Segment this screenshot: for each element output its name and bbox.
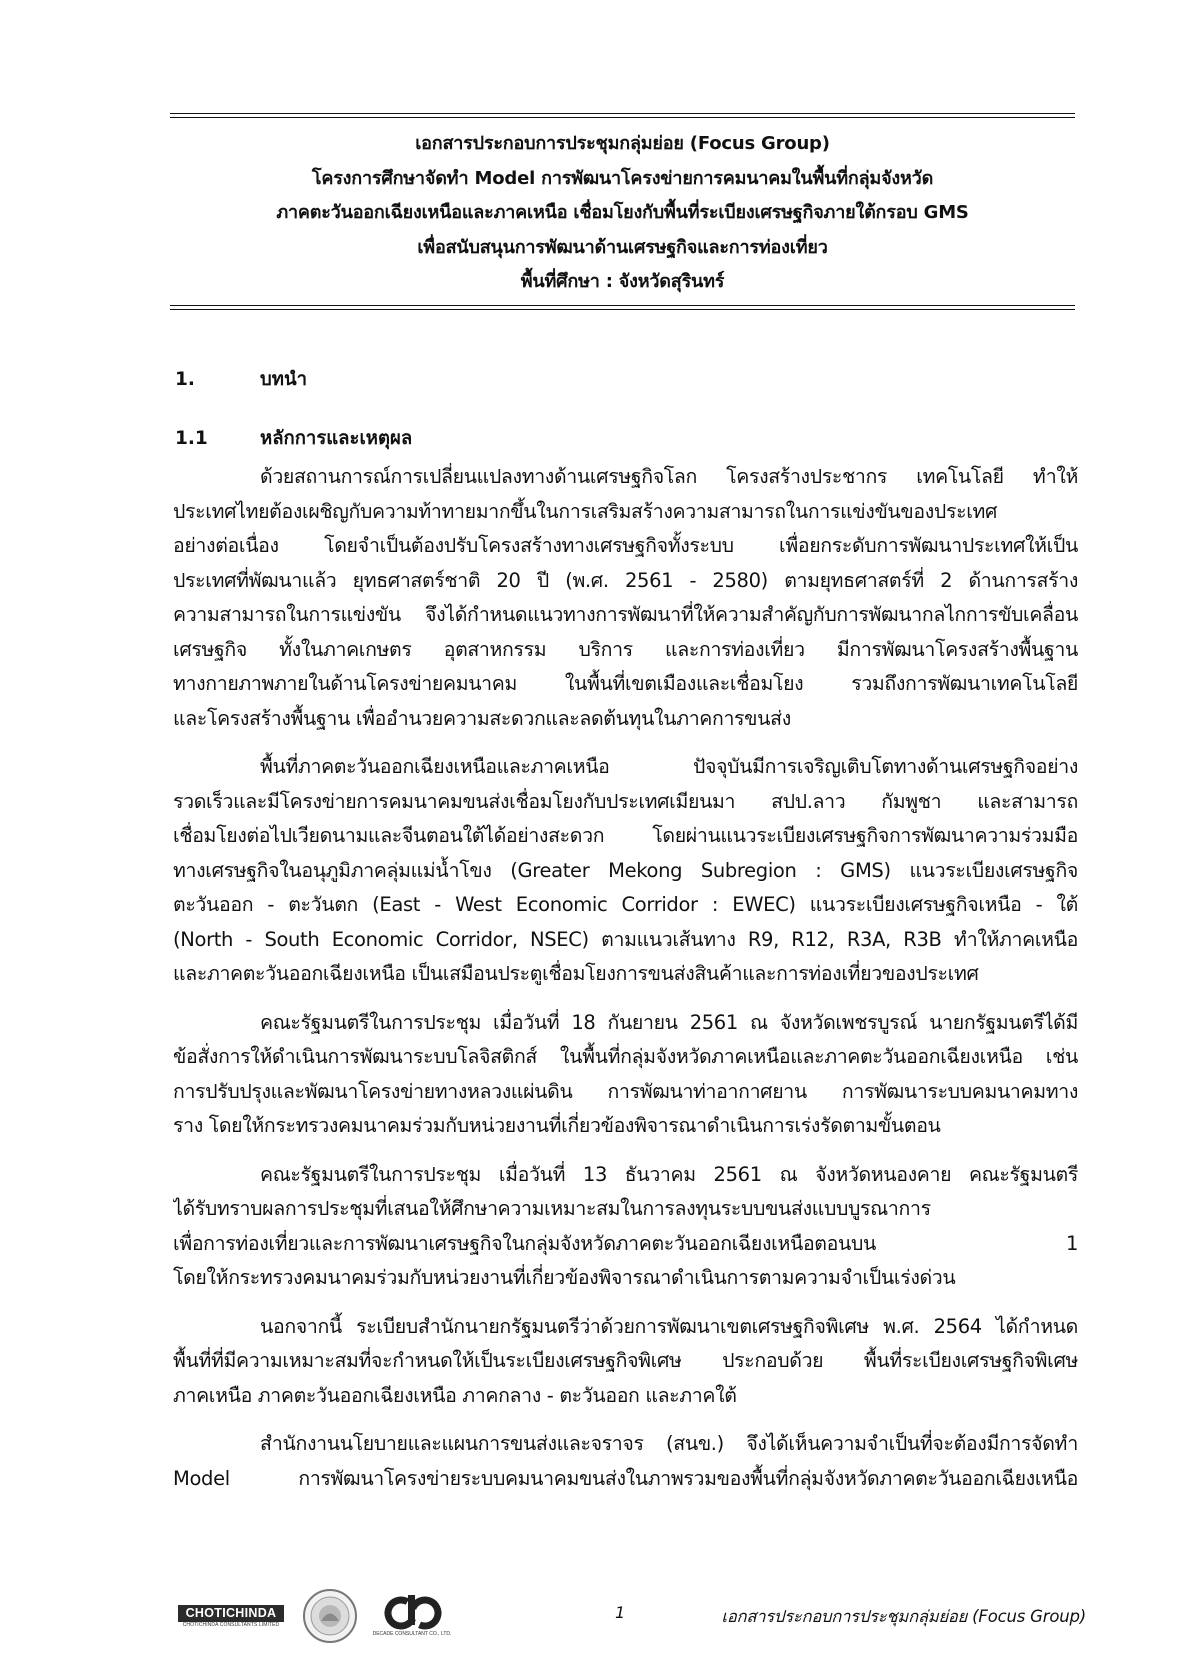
section-title: หลักการและเหตุผล (260, 428, 413, 449)
paragraph-line: และภาคตะวันออกเฉียงเหนือ เป็นเสมือนประตูเชื่อมโยงการขนส่งสินค้าและการท่องเที่ยวของประเทศ (173, 962, 979, 985)
header-line-4: เพื่อสนับสนุนการพัฒนาด้านเศรษฐกิจและการท่องเที่ยว (417, 236, 828, 258)
paragraph-line: Model การพัฒนาโครงข่ายระบบคมนาคมขนส่งในภาพรวมของพื้นที่กลุ่มจังหวัดภาคตะวันออกเฉียงเหนือ (173, 1466, 1078, 1490)
paragraph-line: ทางกายภาพภายในด้านโครงข่ายคมนาคม ในพื้นที่เขตเมืองและเชื่อมโยง รวมถึงการพัฒนาเทคโนโลยี (173, 672, 1078, 695)
paragraph-line: ราง โดยให้กระทรวงคมนาคมร่วมกับหน่วยงานที่เกี่ยวข้องพิจารณาดำเนินการเร่งรัดตามขั้นตอน (173, 1114, 941, 1137)
header-line-2: โครงการศึกษาจัดทำ Model การพัฒนาโครงข่ายการคมนาคมในพื้นที่กลุ่มจังหวัด (311, 167, 934, 189)
decade-logo-sub: DECADE CONSULTANT CO., LTD. (372, 1631, 452, 1637)
section-number: 1.1 (175, 428, 208, 449)
paragraph-line: ตะวันออก - ตะวันตก (East - West Economic Corridor : EWEC) แนวระเบียงเศรษฐกิจเหนือ - ใต้ (173, 893, 1078, 916)
page-number: 1 (615, 1603, 626, 1622)
paragraph-line: ข้อสั่งการให้ดำเนินการพัฒนาระบบโลจิสติกส์ ในพื้นที่กลุ่มจังหวัดภาคเหนือและภาคตะวันออกเฉียงเหนือ เช่น (173, 1045, 1078, 1068)
decade-logo-icon (372, 1593, 452, 1631)
seal-logo-icon (302, 1588, 358, 1644)
section-heading-1 (175, 365, 307, 394)
paragraph-line: นอกจากนี้ ระเบียบสำนักนายกรัฐมนตรีว่าด้วยการพัฒนาเขตเศรษฐกิจพิเศษ พ.ศ. 2564 ได้กำหนด (260, 1314, 1078, 1338)
chotichinda-logo-sub: CHOTICHINDA CONSULTANTS LIMITED (182, 1622, 280, 1628)
header-title-block (170, 127, 1075, 300)
paragraph-line: ประเทศที่พัฒนาแล้ว ยุทธศาสตร์ชาติ 20 ปี (พ.ศ. 2561 - 2580) ตามยุทธศาสตร์ที่ 2 ด้านการสร้าง (173, 568, 1078, 592)
header-line-1: เอกสารประกอบการประชุมกลุ่มย่อย (Focus Group) (415, 133, 830, 154)
paragraph-line: พื้นที่ภาคตะวันออกเฉียงเหนือและภาคเหนือ ปัจจุบันมีการเจริญเติบโตทางด้านเศรษฐกิจอย่าง (260, 755, 1078, 778)
footer-document-title: เอกสารประกอบการประชุมกลุ่มย่อย (Focus Group) (721, 1607, 1086, 1626)
header-bottom-rule (170, 305, 1075, 310)
paragraph-line: เศรษฐกิจ ทั้งในภาคเกษตร อุตสาหกรรม บริการ และการท่องเที่ยว มีการพัฒนาโครงสร้างพื้นฐาน (173, 637, 1078, 661)
decade-logo (372, 1593, 452, 1643)
paragraph-line: ประเทศไทยต้องเผชิญกับความท้าทายมากขึ้นในการเสริมสร้างความสามารถในการแข่งขันของประเทศ (173, 499, 998, 523)
document-header (170, 113, 1075, 313)
paragraph (173, 460, 1078, 736)
paragraph (173, 750, 1078, 992)
header-line-5: พื้นที่ศึกษา : จังหวัดสุรินทร์ (520, 271, 725, 292)
page-footer (0, 1583, 1184, 1643)
paragraph-line: (North - South Economic Corridor, NSEC) ตามแนวเส้นทาง R9, R12, R3A, R3B ทำให้ภาคเหนือ (173, 927, 1078, 951)
header-line-3: ภาคตะวันออกเฉียงเหนือและภาคเหนือ เชื่อมโยงกับพื้นที่ระเบียงเศรษฐกิจภายใต้กรอบ GMS (276, 202, 969, 223)
paragraph-line: คณะรัฐมนตรีในการประชุม เมื่อวันที่ 18 กันยายน 2561 ณ จังหวัดเพชรบูรณ์ นายกรัฐมนตรีได้มี (260, 1010, 1078, 1034)
paragraph-line: ได้รับทราบผลการประชุมที่เสนอให้ศึกษาความเหมาะสมในการลงทุนระบบขนส่งแบบบูรณาการ (173, 1197, 931, 1220)
paragraph-line: รวดเร็วและมีโครงข่ายการคมนาคมขนส่งเชื่อมโยงกับประเทศเมียนมา สปป.ลาว กัมพูชา และสามารถ (173, 789, 1078, 813)
paragraph-line: และโครงสร้างพื้นฐาน เพื่ออำนวยความสะดวกและลดต้นทุนในภาคการขนส่ง (173, 706, 791, 730)
chotichinda-logo (178, 1605, 284, 1631)
paragraph (173, 1310, 1078, 1414)
paragraph-line: ด้วยสถานการณ์การเปลี่ยนแปลงทางด้านเศรษฐกิจโลก โครงสร้างประชากร เทคโนโลยี ทำให้ (260, 465, 1078, 488)
header-top-rule (170, 113, 1075, 118)
paragraph-line: เชื่อมโยงต่อไปเวียดนามและจีนตอนใต้ได้อย่างสะดวก โดยผ่านแนวระเบียงเศรษฐกิจการพัฒนาความร่วมมือ (173, 824, 1078, 847)
paragraph-line: พื้นที่ที่มีความเหมาะสมที่จะกำหนดให้เป็นระเบียงเศรษฐกิจพิเศษ ประกอบด้วย พื้นที่ระเบียงเศรษฐกิจพิเศษ (173, 1349, 1078, 1372)
paragraph-line: สำนักงานนโยบายและแผนการขนส่งและจราจร (สนข.) จึงได้เห็นความจำเป็นที่จะต้องมีการจัดทำ (260, 1432, 1078, 1455)
body-text (173, 460, 1078, 1510)
paragraph-line: ภาคเหนือ ภาคตะวันออกเฉียงเหนือ ภาคกลาง - ตะวันออก และภาคใต้ (173, 1383, 737, 1407)
chotichinda-logo-name: CHOTICHINDA (178, 1605, 284, 1622)
paragraph-line: คณะรัฐมนตรีในการประชุม เมื่อวันที่ 13 ธันวาคม 2561 ณ จังหวัดหนองคาย คณะรัฐมนตรี (260, 1162, 1078, 1186)
paragraph-line: อย่างต่อเนื่อง โดยจำเป็นต้องปรับโครงสร้างทางเศรษฐกิจทั้งระบบ เพื่อยกระดับการพัฒนาประเทศให้เป็น (173, 534, 1078, 557)
paragraph-line: ความสามารถในการแข่งขัน จึงได้กำหนดแนวทางการพัฒนาที่ให้ความสำคัญกับการพัฒนากลไกการขับเคลื่อน (173, 603, 1078, 626)
section-number: 1. (175, 369, 195, 390)
paragraph-line: โดยให้กระทรวงคมนาคมร่วมกับหน่วยงานที่เกี่ยวข้องพิจารณาดำเนินการตามความจำเป็นเร่งด่วน (173, 1266, 956, 1289)
section-heading-1-1 (175, 424, 412, 453)
paragraph-line: ทางเศรษฐกิจในอนุภูมิภาคลุ่มแม่น้ำโขง (Greater Mekong Subregion : GMS) แนวระเบียงเศรษฐกิจ (173, 858, 1078, 882)
paragraph (173, 1006, 1078, 1144)
paragraph-line: การปรับปรุงและพัฒนาโครงข่ายทางหลวงแผ่นดิน การพัฒนาท่าอากาศยาน การพัฒนาระบบคมนาคมทาง (173, 1079, 1078, 1103)
paragraph (173, 1158, 1078, 1296)
paragraph (173, 1427, 1078, 1496)
section-title: บทนำ (260, 369, 307, 390)
paragraph-line: เพื่อการท่องเที่ยวและการพัฒนาเศรษฐกิจในกลุ่มจังหวัดภาคตะวันออกเฉียงเหนือตอนบน 1 (173, 1231, 1078, 1255)
